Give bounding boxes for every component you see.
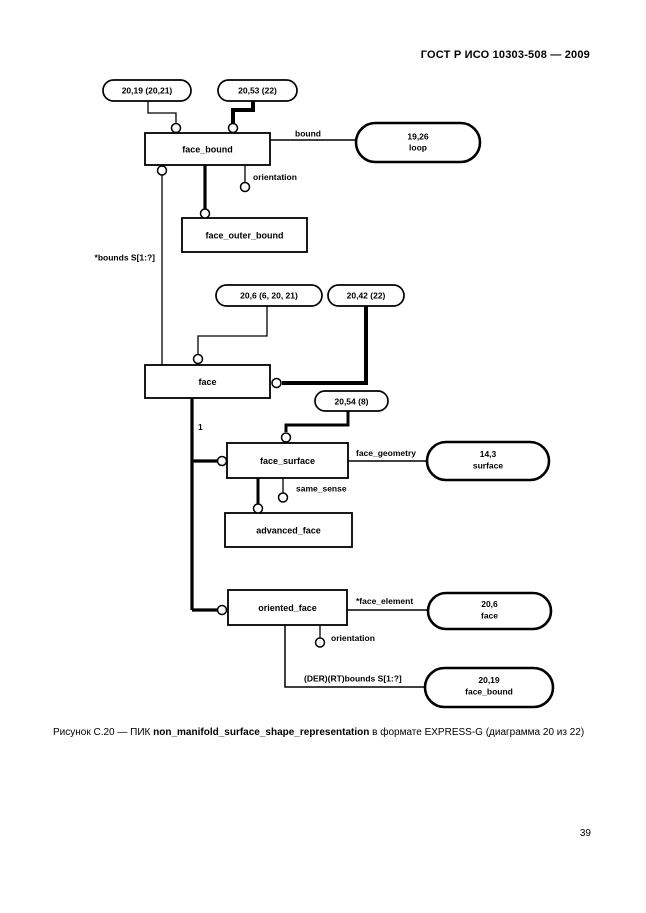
label-ref-topleft: 20,19 (20,21)	[121, 85, 173, 96]
figure-caption	[53, 727, 598, 739]
label-cardinality-one: 1	[198, 422, 203, 432]
page-number: 39	[579, 828, 591, 839]
label-ref-loop-num: 19,26	[407, 131, 429, 142]
circle-node	[272, 379, 281, 388]
label-same-sense: same_sense	[296, 483, 347, 494]
label-face-surface: face_surface	[259, 456, 316, 466]
circle-node	[218, 457, 227, 466]
circle-node	[254, 504, 263, 513]
circle-node	[218, 606, 227, 615]
circle-node	[201, 209, 210, 218]
standard-header: ГОСТ Р ИСО 10303-508 — 2009	[420, 49, 590, 61]
line-ref-midright	[282, 306, 366, 383]
label-ref-page54: 20,54 (8)	[334, 396, 369, 407]
label-ref-surface-name: surface	[472, 460, 504, 471]
circle-node	[316, 638, 325, 647]
label-face-element: *face_element	[356, 596, 414, 606]
circle-node	[229, 124, 238, 133]
label-ref-face-bound-num: 20,19	[478, 675, 500, 685]
circle-node	[241, 183, 250, 192]
label-ref-midright: 20,42 (22)	[346, 290, 386, 301]
entity-boxes	[145, 133, 352, 625]
circle-node	[282, 433, 291, 442]
label-orientation-top: orientation	[253, 172, 297, 182]
label-ref-topright: 20,53 (22)	[238, 85, 277, 96]
caption-entity-name: non_manifold_surface_shape_representation	[153, 727, 370, 738]
circle-node	[172, 124, 181, 133]
line-ref-page54	[286, 411, 348, 432]
label-bounds-set: *bounds S[1:?]	[94, 252, 155, 263]
label-advanced-face: advanced_face	[256, 525, 321, 536]
caption-suffix: в формате EXPRESS-G (диаграмма 20 из 22)	[369, 727, 585, 738]
circle-node	[194, 355, 203, 364]
circle-node	[158, 166, 167, 175]
label-ref-loop-name: loop	[409, 142, 427, 153]
label-orientation-bottom: orientation	[331, 633, 375, 643]
label-face-outer-bound: face_outer_bound	[205, 230, 284, 241]
label-bound: bound	[295, 128, 321, 139]
caption-prefix: Рисунок С.20 — ПИК	[53, 727, 154, 738]
label-face: face	[198, 377, 217, 387]
line-ref-topleft	[148, 101, 176, 124]
label-ref-midleft: 20,6 (6, 20, 21)	[240, 290, 298, 301]
label-oriented-face: oriented_face	[258, 603, 317, 613]
label-face-geometry: face_geometry	[356, 448, 417, 458]
label-ref-face-num: 20,6	[481, 599, 498, 609]
line-ref-topright	[233, 101, 253, 124]
line-ref-midleft	[198, 306, 267, 354]
label-ref-face-bound-name: face_bound	[465, 686, 513, 697]
label-face-bound: face_bound	[182, 144, 233, 155]
circle-node	[279, 493, 288, 502]
label-ref-face-name: face	[480, 610, 499, 621]
label-ref-surface-num: 14,3	[479, 449, 497, 459]
label-der-bounds: (DER)(RT)bounds S[1:?]	[304, 673, 402, 684]
